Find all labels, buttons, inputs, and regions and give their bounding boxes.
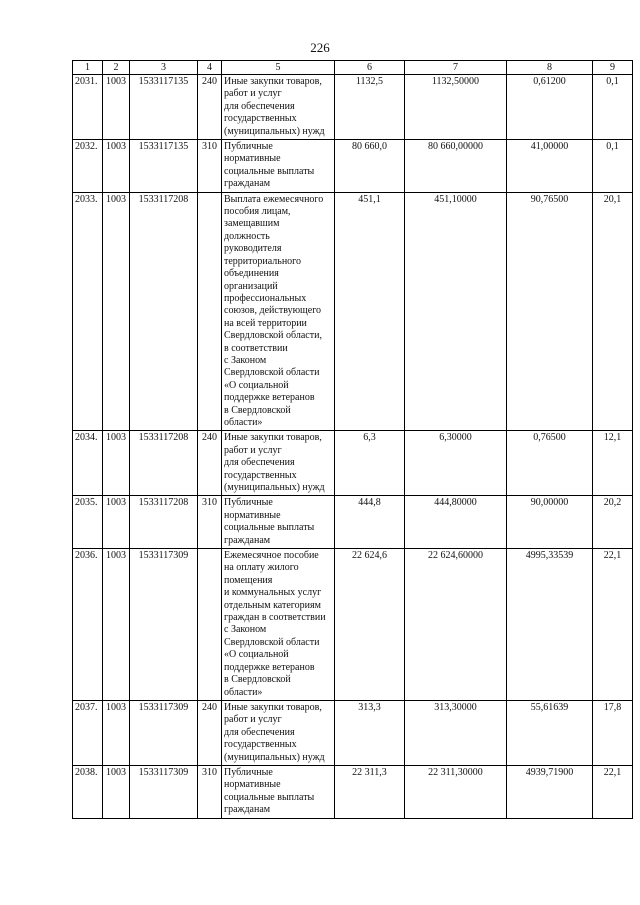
amount-col8: 4995,33539 — [507, 549, 593, 701]
amount-col8: 90,00000 — [507, 496, 593, 549]
amount-col7: 22 624,60000 — [405, 549, 507, 701]
column-header: 2 — [103, 61, 130, 75]
row-number: 2037. — [73, 700, 103, 765]
table-row — [73, 192, 633, 431]
description: Публичные нормативные социальные выплаты гражданам — [222, 140, 335, 193]
percent-col9: 17,8 — [593, 700, 633, 765]
amount-col6: 22 311,3 — [335, 765, 405, 818]
header-row — [73, 61, 633, 75]
target-code: 1533117208 — [130, 496, 198, 549]
row-number: 2032. — [73, 140, 103, 193]
amount-col7: 1132,50000 — [405, 75, 507, 140]
table-row — [73, 431, 633, 496]
description: Иные закупки товаров, работ и услуг для обеспечения государственных (муниципальных) нужд — [222, 75, 335, 140]
column-header: 5 — [222, 61, 335, 75]
description: Выплата ежемесячного пособия лицам, замещавшим должность руководителя территориального объединения организаций профессиональных союзов, действующего на всей территории Свердловской области, в соответствии с Законом Свердловской области «О социальной поддержке ветеранов в Свердловской области» — [222, 192, 335, 431]
amount-col7: 444,80000 — [405, 496, 507, 549]
expense-type: 310 — [198, 496, 222, 549]
column-header: 4 — [198, 61, 222, 75]
description: Иные закупки товаров, работ и услуг для обеспечения государственных (муниципальных) нужд — [222, 431, 335, 496]
section-code: 1003 — [103, 140, 130, 193]
amount-col7: 313,30000 — [405, 700, 507, 765]
section-code: 1003 — [103, 549, 130, 701]
row-number: 2031. — [73, 75, 103, 140]
target-code: 1533117208 — [130, 192, 198, 431]
target-code: 1533117135 — [130, 75, 198, 140]
column-header: 6 — [335, 61, 405, 75]
amount-col8: 4939,71900 — [507, 765, 593, 818]
section-code: 1003 — [103, 496, 130, 549]
target-code: 1533117309 — [130, 700, 198, 765]
budget-table — [72, 60, 633, 819]
amount-col7: 451,10000 — [405, 192, 507, 431]
description: Ежемесячное пособие на оплату жилого помещения и коммунальных услуг отдельным категориям граждан в соответствии с Законом Свердловской области «О социальной поддержке ветеранов в Свердловской области» — [222, 549, 335, 701]
row-number: 2038. — [73, 765, 103, 818]
amount-col7: 80 660,00000 — [405, 140, 507, 193]
amount-col7: 6,30000 — [405, 431, 507, 496]
row-number: 2035. — [73, 496, 103, 549]
amount-col6: 444,8 — [335, 496, 405, 549]
section-code: 1003 — [103, 765, 130, 818]
table-row — [73, 75, 633, 140]
table-row — [73, 496, 633, 549]
expense-type: 240 — [198, 431, 222, 496]
section-code: 1003 — [103, 700, 130, 765]
amount-col8: 0,76500 — [507, 431, 593, 496]
table-row — [73, 140, 633, 193]
target-code: 1533117135 — [130, 140, 198, 193]
amount-col6: 1132,5 — [335, 75, 405, 140]
expense-type — [198, 549, 222, 701]
percent-col9: 20,1 — [593, 192, 633, 431]
amount-col8: 41,00000 — [507, 140, 593, 193]
percent-col9: 22,1 — [593, 549, 633, 701]
amount-col6: 313,3 — [335, 700, 405, 765]
description: Публичные нормативные социальные выплаты гражданам — [222, 496, 335, 549]
description: Иные закупки товаров, работ и услуг для обеспечения государственных (муниципальных) нужд — [222, 700, 335, 765]
section-code: 1003 — [103, 192, 130, 431]
column-header: 1 — [73, 61, 103, 75]
amount-col8: 90,76500 — [507, 192, 593, 431]
row-number: 2034. — [73, 431, 103, 496]
percent-col9: 20,2 — [593, 496, 633, 549]
amount-col6: 22 624,6 — [335, 549, 405, 701]
target-code: 1533117208 — [130, 431, 198, 496]
column-header: 3 — [130, 61, 198, 75]
percent-col9: 0,1 — [593, 75, 633, 140]
table-row — [73, 700, 633, 765]
column-header: 8 — [507, 61, 593, 75]
description: Публичные нормативные социальные выплаты гражданам — [222, 765, 335, 818]
row-number: 2036. — [73, 549, 103, 701]
percent-col9: 22,1 — [593, 765, 633, 818]
amount-col8: 0,61200 — [507, 75, 593, 140]
expense-type: 240 — [198, 75, 222, 140]
percent-col9: 0,1 — [593, 140, 633, 193]
expense-type — [198, 192, 222, 431]
page-number: 226 — [310, 40, 330, 55]
amount-col8: 55,61639 — [507, 700, 593, 765]
amount-col6: 451,1 — [335, 192, 405, 431]
column-header: 7 — [405, 61, 507, 75]
target-code: 1533117309 — [130, 765, 198, 818]
target-code: 1533117309 — [130, 549, 198, 701]
section-code: 1003 — [103, 75, 130, 140]
amount-col6: 80 660,0 — [335, 140, 405, 193]
amount-col7: 22 311,30000 — [405, 765, 507, 818]
expense-type: 240 — [198, 700, 222, 765]
expense-type: 310 — [198, 140, 222, 193]
column-header: 9 — [593, 61, 633, 75]
section-code: 1003 — [103, 431, 130, 496]
row-number: 2033. — [73, 192, 103, 431]
table-row — [73, 549, 633, 701]
percent-col9: 12,1 — [593, 431, 633, 496]
table-row — [73, 765, 633, 818]
expense-type: 310 — [198, 765, 222, 818]
amount-col6: 6,3 — [335, 431, 405, 496]
